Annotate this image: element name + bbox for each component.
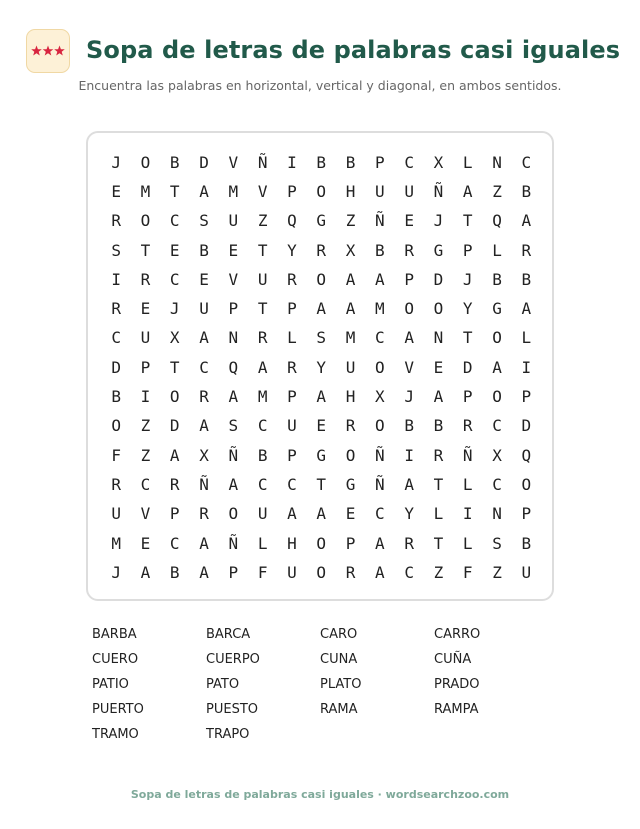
grid-row — [88, 499, 541, 528]
grid-cell[interactable]: I — [404, 445, 414, 465]
grid-cell[interactable]: D — [521, 416, 532, 436]
grid-cell[interactable]: B — [404, 416, 414, 436]
word-list-item: PLATO — [320, 677, 362, 692]
grid-cell[interactable]: T — [462, 211, 473, 231]
grid-row — [88, 382, 541, 411]
grid-cell[interactable]: C — [287, 474, 297, 494]
grid-cell[interactable]: C — [169, 269, 180, 289]
grid-cell[interactable]: B — [492, 269, 502, 289]
grid-cell[interactable]: Ñ — [228, 533, 239, 553]
grid-cell[interactable]: R — [257, 328, 268, 348]
grid-cell[interactable]: R — [199, 387, 209, 407]
grid-cell[interactable]: U — [287, 562, 297, 582]
grid-cell[interactable]: R — [199, 504, 209, 524]
grid-cell[interactable]: Q — [492, 211, 502, 231]
grid-cell[interactable]: P — [404, 269, 414, 289]
grid-cell[interactable]: Z — [140, 416, 151, 436]
grid-cell[interactable]: L — [433, 504, 444, 524]
grid-cell[interactable]: J — [169, 299, 180, 319]
grid-cell[interactable]: M — [111, 533, 121, 553]
grid-cell[interactable]: X — [199, 445, 209, 465]
grid-row — [88, 148, 541, 177]
grid-cell[interactable]: D — [199, 152, 209, 172]
grid-cell[interactable]: Y — [287, 240, 297, 260]
grid-cell[interactable]: P — [228, 299, 239, 319]
grid-cell[interactable]: M — [257, 387, 268, 407]
grid-cell[interactable]: P — [169, 504, 180, 524]
grid-cell[interactable]: V — [140, 504, 151, 524]
footer: Sopa de letras de palabras casi iguales · wordsearchzoo.com — [130, 788, 510, 801]
grid-cell[interactable]: A — [316, 387, 327, 407]
grid-cell[interactable]: J — [111, 562, 121, 582]
grid-cell[interactable]: R — [111, 299, 121, 319]
grid-cell[interactable]: C — [492, 474, 502, 494]
grid-cell[interactable]: M — [228, 181, 239, 201]
grid-cell[interactable]: C — [404, 562, 414, 582]
grid-cell[interactable]: X — [345, 240, 356, 260]
grid-cell[interactable]: L — [462, 474, 473, 494]
grid-cell[interactable]: O — [316, 269, 327, 289]
grid-cell[interactable]: M — [140, 181, 151, 201]
word-list-item: BARBA — [92, 627, 137, 642]
grid-cell[interactable]: B — [521, 269, 532, 289]
grid-cell[interactable]: B — [257, 445, 268, 465]
grid-cell[interactable]: P — [345, 533, 356, 553]
grid-cell[interactable]: L — [521, 328, 532, 348]
grid-cell[interactable]: C — [140, 474, 151, 494]
grid-cell[interactable]: Z — [257, 211, 268, 231]
grid-cell[interactable]: C — [257, 474, 268, 494]
grid-cell[interactable]: C — [199, 357, 209, 377]
grid-cell[interactable]: T — [140, 240, 151, 260]
grid-cell[interactable]: V — [228, 269, 239, 289]
grid-cell[interactable]: O — [521, 474, 532, 494]
grid-cell[interactable]: O — [228, 504, 239, 524]
grid-cell[interactable]: F — [257, 562, 268, 582]
grid-cell[interactable]: R — [287, 269, 297, 289]
letter-grid — [86, 131, 554, 601]
grid-cell[interactable]: O — [375, 357, 385, 377]
grid-cell[interactable]: R — [404, 533, 414, 553]
grid-cell[interactable]: C — [492, 416, 502, 436]
grid-cell[interactable]: L — [462, 533, 473, 553]
grid-cell[interactable]: N — [433, 328, 444, 348]
grid-cell[interactable]: E — [169, 240, 180, 260]
grid-cell[interactable]: P — [521, 504, 532, 524]
grid-row — [88, 177, 541, 206]
grid-cell[interactable]: H — [345, 387, 356, 407]
grid-cell[interactable]: U — [287, 416, 297, 436]
grid-cell[interactable]: H — [287, 533, 297, 553]
grid-cell[interactable]: A — [228, 387, 239, 407]
grid-cell[interactable]: P — [228, 562, 239, 582]
grid-cell[interactable]: A — [199, 533, 209, 553]
grid-cell[interactable]: B — [111, 387, 121, 407]
grid-cell[interactable]: B — [521, 533, 532, 553]
grid-cell[interactable]: A — [287, 504, 297, 524]
word-list-item: TRAPO — [206, 727, 250, 742]
grid-cell[interactable]: B — [316, 152, 327, 172]
grid-cell[interactable]: X — [492, 445, 502, 465]
grid-cell[interactable]: C — [169, 211, 180, 231]
grid-cell[interactable]: E — [199, 269, 209, 289]
grid-cell[interactable]: B — [521, 181, 532, 201]
grid-cell[interactable]: D — [169, 416, 180, 436]
grid-cell[interactable]: U — [375, 181, 385, 201]
grid-cell[interactable]: U — [257, 269, 268, 289]
grid-cell[interactable]: L — [257, 533, 268, 553]
word-list-item: BARCA — [206, 627, 251, 642]
grid-cell[interactable]: Y — [404, 504, 414, 524]
grid-cell[interactable]: J — [433, 211, 444, 231]
grid-cell[interactable]: U — [228, 211, 239, 231]
grid-cell[interactable]: T — [169, 181, 180, 201]
grid-cell[interactable]: T — [169, 357, 180, 377]
grid-cell[interactable]: R — [316, 240, 327, 260]
grid-cell[interactable]: Z — [345, 211, 356, 231]
grid-cell[interactable]: A — [492, 357, 502, 377]
grid-cell[interactable]: L — [462, 152, 473, 172]
grid-cell[interactable]: R — [521, 240, 532, 260]
grid-cell[interactable]: Q — [287, 211, 297, 231]
grid-cell[interactable]: D — [433, 269, 444, 289]
word-list-item: RAMA — [320, 702, 358, 717]
grid-cell[interactable]: A — [345, 269, 356, 289]
grid-cell[interactable]: F — [462, 562, 473, 582]
grid-cell[interactable]: R — [345, 562, 356, 582]
grid-cell[interactable]: A — [521, 211, 532, 231]
word-list-item: PATIO — [92, 677, 129, 692]
grid-cell[interactable]: U — [257, 504, 268, 524]
instructions: Encuentra las palabras en horizontal, vertical y diagonal, en ambos sentidos. — [78, 78, 562, 93]
grid-cell[interactable]: G — [345, 474, 356, 494]
grid-cell[interactable]: J — [462, 269, 473, 289]
grid-cell[interactable]: A — [375, 562, 385, 582]
grid-cell[interactable]: O — [404, 299, 414, 319]
grid-cell[interactable]: A — [199, 416, 209, 436]
grid-row — [88, 206, 541, 235]
word-list-item: CARO — [320, 627, 358, 642]
grid-cell[interactable]: F — [111, 445, 121, 465]
grid-cell[interactable]: B — [375, 240, 385, 260]
grid-cell[interactable]: A — [257, 357, 268, 377]
grid-cell[interactable]: N — [492, 504, 502, 524]
grid-cell[interactable]: R — [287, 357, 297, 377]
grid-cell[interactable]: I — [111, 269, 121, 289]
grid-cell[interactable]: O — [140, 211, 151, 231]
grid-cell[interactable]: I — [521, 357, 532, 377]
grid-cell[interactable]: X — [375, 387, 385, 407]
grid-cell[interactable]: I — [140, 387, 151, 407]
word-list-item: TRAMO — [92, 727, 139, 742]
grid-cell[interactable]: O — [433, 299, 444, 319]
grid-cell[interactable]: V — [257, 181, 268, 201]
grid-cell[interactable]: A — [375, 269, 385, 289]
grid-cell[interactable]: P — [140, 357, 151, 377]
grid-cell[interactable]: G — [316, 445, 327, 465]
grid-cell[interactable]: C — [521, 152, 532, 172]
grid-cell[interactable]: E — [404, 211, 414, 231]
grid-row — [88, 294, 541, 323]
grid-cell[interactable]: Q — [228, 357, 239, 377]
grid-cell[interactable]: Y — [462, 299, 473, 319]
grid-cell[interactable]: S — [492, 533, 502, 553]
grid-cell[interactable]: X — [169, 328, 180, 348]
grid-row — [88, 441, 541, 470]
grid-cell[interactable]: T — [433, 474, 444, 494]
grid-cell[interactable]: R — [462, 416, 473, 436]
grid-cell[interactable]: Ñ — [228, 445, 239, 465]
grid-cell[interactable]: M — [375, 299, 385, 319]
grid-cell[interactable]: A — [228, 474, 239, 494]
grid-cell[interactable]: N — [228, 328, 239, 348]
grid-cell[interactable]: U — [345, 357, 356, 377]
grid-cell[interactable]: B — [169, 562, 180, 582]
grid-cell[interactable]: J — [404, 387, 414, 407]
grid-cell[interactable]: E — [228, 240, 239, 260]
grid-cell[interactable]: A — [199, 181, 209, 201]
word-list-item: CUNA — [320, 652, 358, 667]
grid-cell[interactable]: R — [111, 474, 121, 494]
grid-row — [88, 470, 541, 499]
grid-cell[interactable]: X — [433, 152, 444, 172]
grid-cell[interactable]: C — [111, 328, 121, 348]
grid-cell[interactable]: T — [257, 240, 268, 260]
grid-cell[interactable]: P — [375, 152, 385, 172]
grid-cell[interactable]: O — [375, 416, 385, 436]
word-list-item: PATO — [206, 677, 240, 692]
grid-cell[interactable]: R — [111, 211, 121, 231]
grid-row — [88, 558, 541, 587]
grid-cell[interactable]: E — [140, 533, 151, 553]
grid-cell[interactable]: N — [492, 152, 502, 172]
grid-cell[interactable]: G — [492, 299, 502, 319]
grid-cell[interactable]: Ñ — [257, 152, 268, 172]
grid-cell[interactable]: Ñ — [199, 474, 209, 494]
grid-cell[interactable]: I — [287, 152, 297, 172]
grid-cell[interactable]: A — [404, 328, 414, 348]
grid-cell[interactable]: A — [433, 387, 444, 407]
grid-cell[interactable]: U — [521, 562, 532, 582]
grid-cell[interactable]: C — [257, 416, 268, 436]
grid-cell[interactable]: E — [345, 504, 356, 524]
grid-cell[interactable]: A — [462, 181, 473, 201]
grid-cell[interactable]: T — [257, 299, 268, 319]
grid-cell[interactable]: T — [433, 533, 444, 553]
grid-cell[interactable]: A — [169, 445, 180, 465]
grid-cell[interactable]: J — [111, 152, 121, 172]
grid-cell[interactable]: V — [404, 357, 414, 377]
grid-cell[interactable]: E — [433, 357, 444, 377]
grid-cell[interactable]: O — [492, 387, 502, 407]
grid-row — [88, 265, 541, 294]
grid-row — [88, 411, 541, 440]
grid-cell[interactable]: B — [345, 152, 356, 172]
grid-cell[interactable]: Ñ — [375, 211, 385, 231]
grid-cell[interactable]: R — [345, 416, 356, 436]
grid-cell[interactable]: P — [287, 445, 297, 465]
grid-cell[interactable]: E — [111, 181, 121, 201]
grid-cell[interactable]: C — [375, 328, 385, 348]
grid-cell[interactable]: O — [345, 445, 356, 465]
grid-cell[interactable]: U — [140, 328, 151, 348]
grid-cell[interactable]: P — [287, 387, 297, 407]
grid-row — [88, 235, 541, 264]
grid-cell[interactable]: T — [316, 474, 327, 494]
grid-cell[interactable]: E — [316, 416, 327, 436]
grid-cell[interactable]: U — [111, 504, 121, 524]
grid-cell[interactable]: S — [111, 240, 121, 260]
grid-row — [88, 323, 541, 352]
grid-cell[interactable]: Z — [492, 562, 502, 582]
grid-cell[interactable]: P — [287, 299, 297, 319]
grid-cell[interactable]: R — [140, 269, 151, 289]
grid-cell[interactable]: B — [433, 416, 444, 436]
grid-cell[interactable]: Q — [521, 445, 532, 465]
grid-cell[interactable]: Z — [140, 445, 151, 465]
grid-cell[interactable]: U — [199, 299, 209, 319]
grid-cell[interactable]: A — [140, 562, 151, 582]
grid-cell[interactable]: C — [169, 533, 180, 553]
grid-cell[interactable]: V — [228, 152, 239, 172]
grid-cell[interactable]: S — [316, 328, 327, 348]
grid-cell[interactable]: B — [169, 152, 180, 172]
grid-cell[interactable]: B — [199, 240, 209, 260]
grid-cell[interactable]: D — [111, 357, 121, 377]
grid-cell[interactable]: P — [462, 240, 473, 260]
grid-cell[interactable]: Y — [316, 357, 327, 377]
grid-cell[interactable]: E — [140, 299, 151, 319]
grid-cell[interactable]: R — [433, 445, 444, 465]
grid-cell[interactable]: Ñ — [433, 181, 444, 201]
grid-cell[interactable]: Z — [492, 181, 502, 201]
grid-cell[interactable]: C — [375, 504, 385, 524]
grid-cell[interactable]: C — [404, 152, 414, 172]
grid-cell[interactable]: A — [316, 299, 327, 319]
word-list-item: CARRO — [434, 627, 481, 642]
grid-cell[interactable]: Ñ — [375, 474, 385, 494]
grid-cell[interactable]: G — [433, 240, 444, 260]
grid-cell[interactable]: R — [404, 240, 414, 260]
grid-cell[interactable]: Z — [433, 562, 444, 582]
page-title: Sopa de letras de palabras casi iguales — [86, 36, 621, 64]
grid-cell[interactable]: O — [316, 533, 327, 553]
grid-cell[interactable]: A — [199, 562, 209, 582]
word-list-item: PUERTO — [92, 702, 144, 717]
grid-cell[interactable]: D — [462, 357, 473, 377]
word-list-item: CUÑA — [434, 652, 472, 667]
grid-cell[interactable]: M — [345, 328, 356, 348]
word-list-item: RAMPA — [434, 702, 479, 717]
logo — [26, 29, 70, 73]
grid-cell[interactable]: O — [316, 181, 327, 201]
grid-cell[interactable]: Ñ — [375, 445, 385, 465]
word-list-item: CUERO — [92, 652, 139, 667]
grid-cell[interactable]: A — [521, 299, 532, 319]
grid-cell[interactable]: R — [169, 474, 180, 494]
grid-cell[interactable]: O — [111, 416, 121, 436]
grid-cell[interactable]: O — [492, 328, 502, 348]
grid-cell[interactable]: T — [462, 328, 473, 348]
three-stars-icon — [31, 45, 65, 57]
word-list-item: PRADO — [434, 677, 480, 692]
grid-cell[interactable]: I — [462, 504, 473, 524]
grid-cell[interactable]: A — [404, 474, 414, 494]
grid-cell[interactable]: L — [287, 328, 297, 348]
grid-cell[interactable]: A — [199, 328, 209, 348]
grid-cell[interactable]: O — [316, 562, 327, 582]
grid-cell[interactable]: Ñ — [462, 445, 473, 465]
grid-cell[interactable]: U — [404, 181, 414, 201]
grid-cell[interactable]: O — [169, 387, 180, 407]
grid-cell[interactable]: H — [345, 181, 356, 201]
grid-row — [88, 353, 541, 382]
grid-cell[interactable]: P — [462, 387, 473, 407]
grid-cell[interactable]: P — [287, 181, 297, 201]
grid-row — [88, 528, 541, 557]
grid-cell[interactable]: P — [521, 387, 532, 407]
word-list-item: PUESTO — [206, 702, 258, 717]
grid-cell[interactable]: S — [199, 211, 209, 231]
grid-cell[interactable]: A — [316, 504, 327, 524]
word-list-item: CUERPO — [206, 652, 260, 667]
grid-cell[interactable]: O — [140, 152, 151, 172]
grid-cell[interactable]: A — [345, 299, 356, 319]
grid-cell[interactable]: S — [228, 416, 239, 436]
grid-cell[interactable]: G — [316, 211, 327, 231]
grid-cell[interactable]: L — [492, 240, 502, 260]
grid-cell[interactable]: A — [375, 533, 385, 553]
